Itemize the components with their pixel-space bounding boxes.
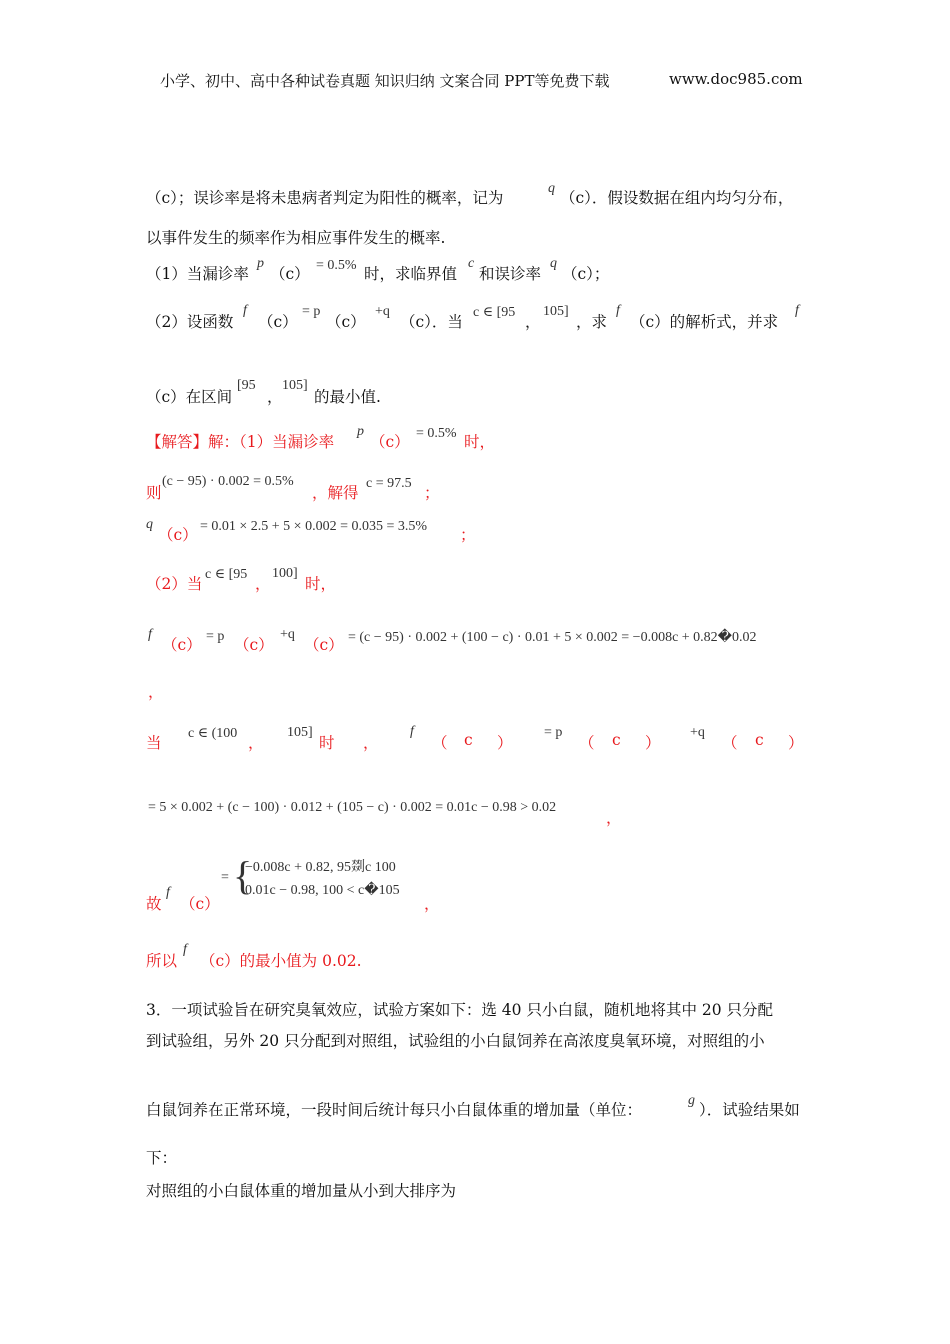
sol6-c3: c	[755, 731, 764, 749]
sol2-a: 则	[146, 484, 162, 502]
part2-eq: = p	[302, 304, 321, 319]
sol5-plus: +q	[280, 627, 295, 642]
sol8-c: ，	[424, 895, 440, 913]
sol5-a: （c）	[162, 636, 202, 654]
sol3-expr: = 0.01 × 2.5 + 5 × 0.002 = 0.035 = 3.5%	[200, 519, 428, 534]
sol6-p6: ）	[788, 734, 804, 752]
part1-cvar: c	[468, 256, 475, 271]
sol6-cin: c ∈ (100	[188, 726, 238, 741]
p3-line5: 对照组的小白鼠体重的增加量从小到大排序为	[146, 1182, 457, 1200]
sol6-c1: c	[464, 731, 473, 749]
part1-a: （1）当漏诊率	[146, 265, 249, 283]
sol4-comma: ，	[255, 575, 271, 593]
sol6-comma: ，	[248, 734, 264, 752]
sol1-b: （c）	[370, 433, 410, 451]
sol6-c2: c	[612, 731, 621, 749]
sol2-c: ；	[424, 484, 440, 502]
sol7-a: ，	[606, 809, 622, 827]
sol1-eq: = 0.5%	[416, 426, 457, 441]
sol8-b: （c）	[180, 895, 220, 913]
part2-cin: c ∈ [95	[473, 305, 516, 320]
header-site: www.doc985.com	[669, 70, 803, 88]
part2b-a: （c）在区间	[146, 388, 233, 406]
sol9-b: （c）的最小值为 0.02.	[200, 952, 362, 970]
sol8-f: f	[166, 885, 170, 900]
part1-c: 时，求临界值	[364, 265, 458, 283]
sol1-p: p	[357, 424, 364, 439]
p3-line2: 到试验组，另外 20 只分配到对照组，试验组的小白鼠饲养在高浓度臭氧环境，对照组的小	[146, 1032, 765, 1050]
sol5-expr: = (c − 95) · 0.002 + (100 − c) · 0.01 + 5 × 0.002 = −0.008c + 0.82�0.02	[348, 630, 757, 645]
part1-b: （c）	[270, 265, 310, 283]
sol6-p1: （	[432, 734, 448, 752]
sol6-plus: +q	[690, 725, 705, 740]
part2b-hi: 105]	[282, 378, 308, 393]
sol6-a: 当	[146, 734, 162, 752]
part2b-comma: ，	[267, 388, 283, 406]
sol6-f: f	[410, 724, 414, 739]
part2b-b: 的最小值.	[314, 388, 381, 406]
sol5-comma: ，	[148, 683, 164, 701]
p3-line1: 3．一项试验旨在研究臭氧效应，试验方案如下：选 40 只小白鼠，随机地将其中 20 只分配	[146, 1001, 774, 1019]
p3-line3a: 白鼠饲养在正常环境，一段时间后统计每只小白鼠体重的增加量（单位：	[146, 1101, 643, 1119]
sol3-q: q	[146, 517, 153, 532]
sol6-comma2: ，	[363, 734, 379, 752]
sol2-res: c = 97.5	[366, 476, 412, 491]
part1-e: （c）；	[562, 265, 610, 283]
part2b-lo: [95	[237, 378, 256, 393]
sol6-b: 时	[319, 734, 335, 752]
part2-a: （2）设函数	[146, 313, 234, 331]
part2-end: 105]	[543, 304, 569, 319]
sol8-case1: −0.008c + 0.82, 95剟c 100	[245, 860, 396, 875]
part2-g: （c）的解析式，并求	[630, 313, 779, 331]
sol9-f: f	[183, 942, 187, 957]
part2-f3: f	[795, 303, 799, 318]
part1-eq: = 0.5%	[316, 258, 357, 273]
sol2-b: ，解得	[312, 484, 359, 502]
sol4-b: 时，	[305, 575, 337, 593]
sol4-cin: c ∈ [95	[205, 567, 248, 582]
sol1-c: 时，	[464, 433, 496, 451]
part2-f: f	[243, 303, 247, 318]
part2-e: ，求	[576, 313, 608, 331]
sol5-f: f	[148, 627, 152, 642]
part2-plus: +q	[375, 304, 390, 319]
sol6-end: 105]	[287, 725, 313, 740]
sol1-a: 【解答】解：（1）当漏诊率	[146, 433, 335, 451]
sol6-p3: （	[579, 734, 595, 752]
sol5-eqp: = p	[206, 629, 225, 644]
sol5-b: （c）	[234, 636, 274, 654]
part2-c: （c）	[326, 313, 366, 331]
part2-d: （c）．当	[400, 313, 463, 331]
part2-f2: f	[616, 303, 620, 318]
p3-g: g	[688, 1093, 695, 1108]
sol6-eqp: = p	[544, 725, 563, 740]
sol2-expr: (c − 95) · 0.002 = 0.5%	[162, 474, 294, 489]
sol8-eq: =	[221, 870, 229, 885]
sol6-p4: ）	[645, 734, 661, 752]
sol7-expr: = 5 × 0.002 + (c − 100) · 0.012 + (105 − c) · 0.002 = 0.01c − 0.98 > 0.02	[148, 800, 557, 815]
sol9-a: 所以	[146, 952, 178, 970]
problem-line2: 以事件发生的频率作为相应事件发生的概率.	[146, 229, 446, 247]
problem-line1-q: q	[548, 181, 555, 196]
sol8-a: 故	[146, 895, 162, 913]
part1-d: 和误诊率	[479, 265, 542, 283]
sol4-a: （2）当	[146, 575, 203, 593]
sol3-b: ；	[460, 526, 476, 544]
sol4-end: 100]	[272, 566, 298, 581]
sol6-p5: （	[722, 734, 738, 752]
part1-p: p	[257, 256, 264, 271]
header-text: 小学、初中、高中各种试卷真题 知识归纳 文案合同 PPT等免费下载	[160, 72, 610, 90]
sol5-c: （c）	[304, 636, 344, 654]
p3-line4: 下：	[146, 1149, 178, 1167]
sol6-p2: ）	[497, 734, 513, 752]
piecewise-brace: {	[233, 853, 253, 898]
part1-q: q	[550, 256, 557, 271]
p3-line3b: ）．试验结果如	[699, 1101, 800, 1119]
problem-line1-b: （c）．假设数据在组内均匀分布，	[560, 189, 794, 207]
sol8-case2: 0.01c − 0.98, 100 < c�105	[245, 883, 400, 898]
sol3-a: （c）	[158, 526, 198, 544]
part2-comma: ，	[525, 313, 541, 331]
problem-line1-a: （c）；误诊率是将未患病者判定为阳性的概率，记为	[146, 189, 504, 207]
part2-b: （c）	[258, 313, 298, 331]
